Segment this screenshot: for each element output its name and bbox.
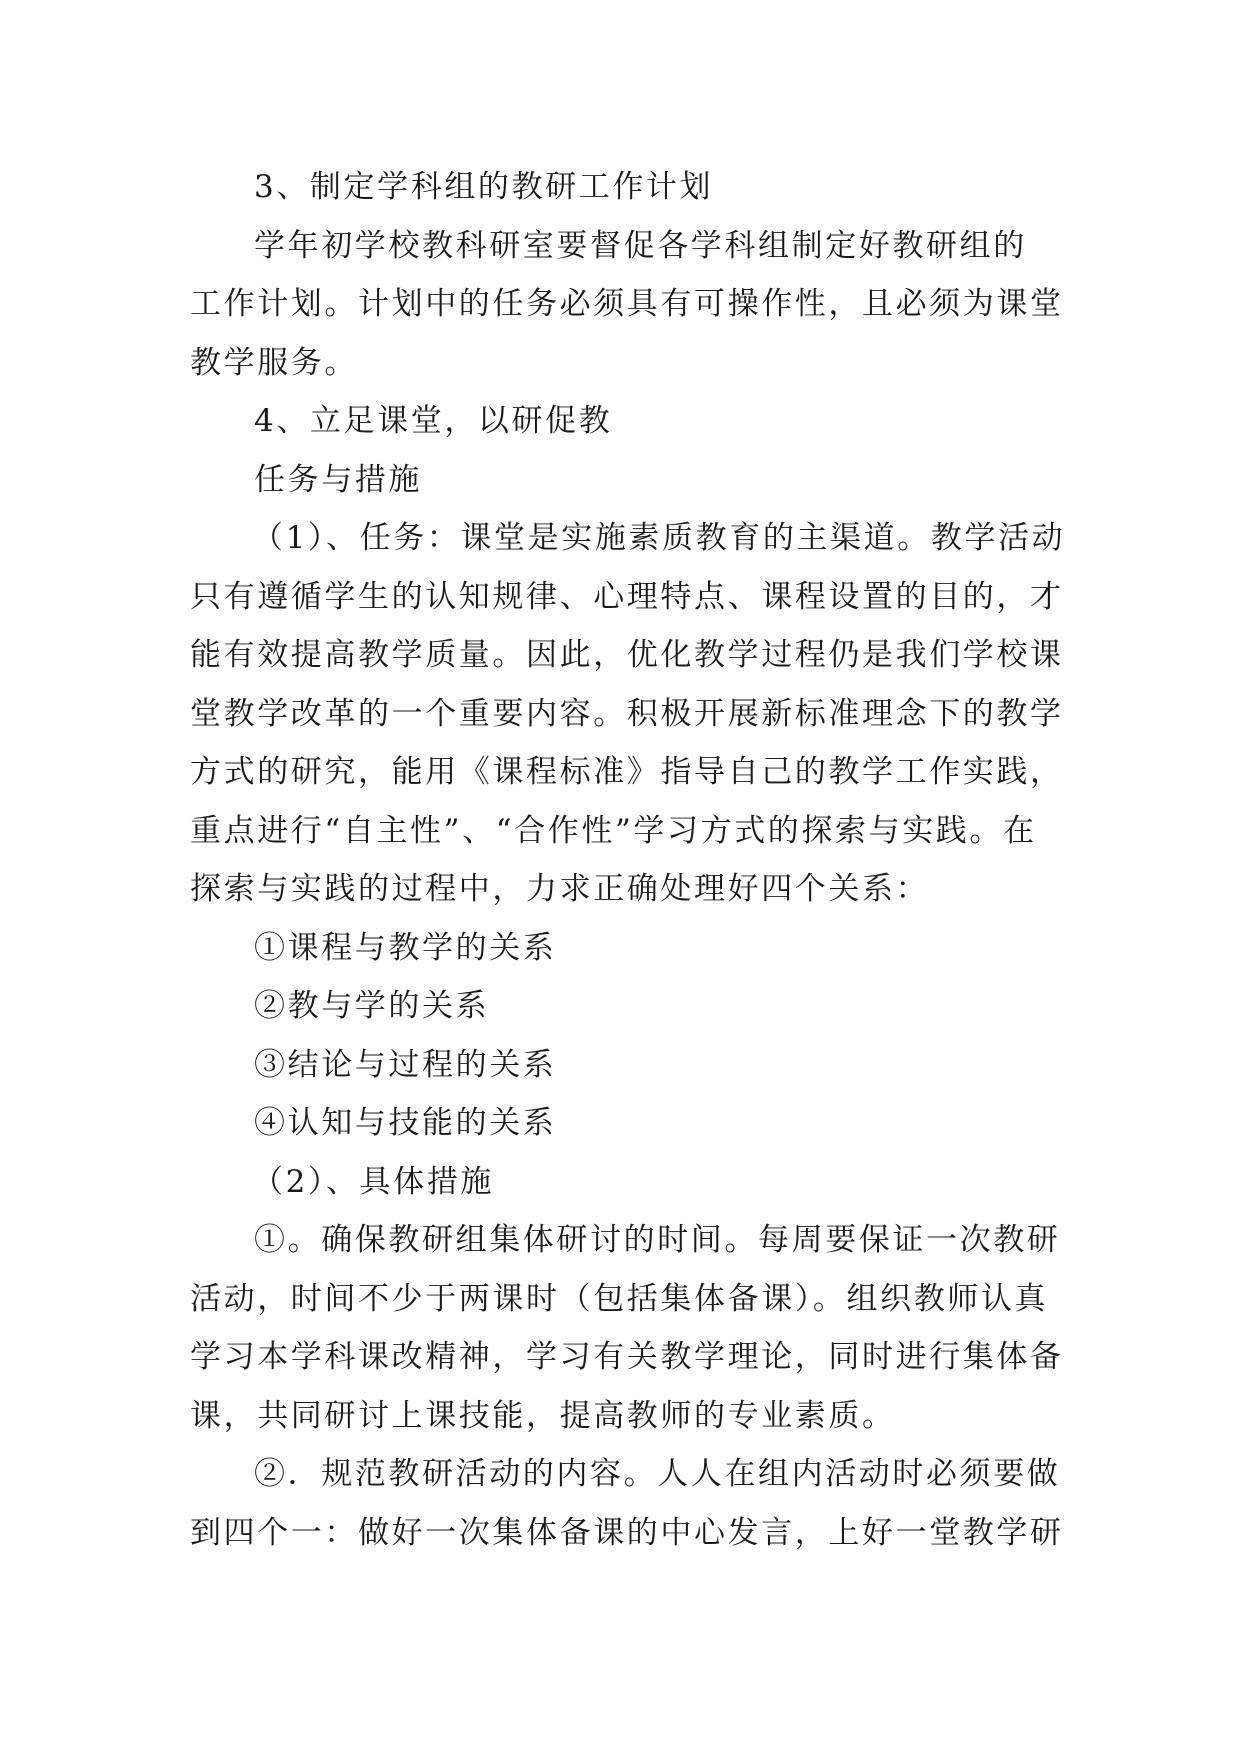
section-heading-4: 4、立足课堂，以研促教 <box>254 403 613 439</box>
list-item: ③结论与过程的关系 <box>254 1046 557 1083</box>
paragraph-line: ②．规范教研活动的内容。人人在组内活动时必须要做 <box>254 1456 1061 1492</box>
list-item: ①课程与教学的关系 <box>254 929 557 966</box>
document-body <box>190 158 1066 1562</box>
paragraph-line: 学年初学校教科研室要督促各学科组制定好教研组的 <box>254 227 1027 264</box>
paragraph-line: 方式的研究，能用《课程标准》指导自己的教学工作实践， <box>190 754 1064 790</box>
paragraph-line: ①。确保教研组集体研讨的时间。每周要保证一次教研 <box>254 1222 1061 1258</box>
paragraph-line: 探索与实践的过程中，力求正确处理好四个关系： <box>190 871 930 907</box>
paragraph-line: 工作计划。计划中的任务必须具有可操作性，且必须为课堂 <box>190 286 1064 322</box>
paragraph-line: 教学服务。 <box>190 344 358 381</box>
paragraph-line: 重点进行“自主性”、“合作性”学习方式的探索与实践。在 <box>190 812 1037 849</box>
list-item: ②教与学的关系 <box>254 988 490 1024</box>
paragraph-line: 堂教学改革的一个重要内容。积极开展新标准理念下的教学 <box>190 695 1064 732</box>
list-item: ④认知与技能的关系 <box>254 1105 557 1141</box>
paragraph-line: （1）、任务：课堂是实施素质教育的主渠道。教学活动 <box>252 520 1066 556</box>
subheading: （2）、具体措施 <box>252 1163 495 1200</box>
paragraph-line: 能有效提高教学质量。因此，优化教学过程仍是我们学校课 <box>190 637 1064 673</box>
subheading: 任务与措施 <box>254 461 422 498</box>
paragraph-line: 活动，时间不少于两课时（包括集体备课）。组织教师认真 <box>190 1280 1049 1317</box>
section-heading-3: 3、制定学科组的教研工作计划 <box>254 169 714 205</box>
paragraph-line: 学习本学科课改精神，学习有关教学理论，同时进行集体备 <box>190 1339 1064 1375</box>
paragraph-line: 课，共同研讨上课技能，提高教师的专业素质。 <box>190 1397 896 1434</box>
paragraph-line: 只有遵循学生的认知规律、心理特点、课程设置的目的，才 <box>190 578 1064 615</box>
paragraph-line: 到四个一：做好一次集体备课的中心发言，上好一堂教学研 <box>190 1514 1064 1551</box>
